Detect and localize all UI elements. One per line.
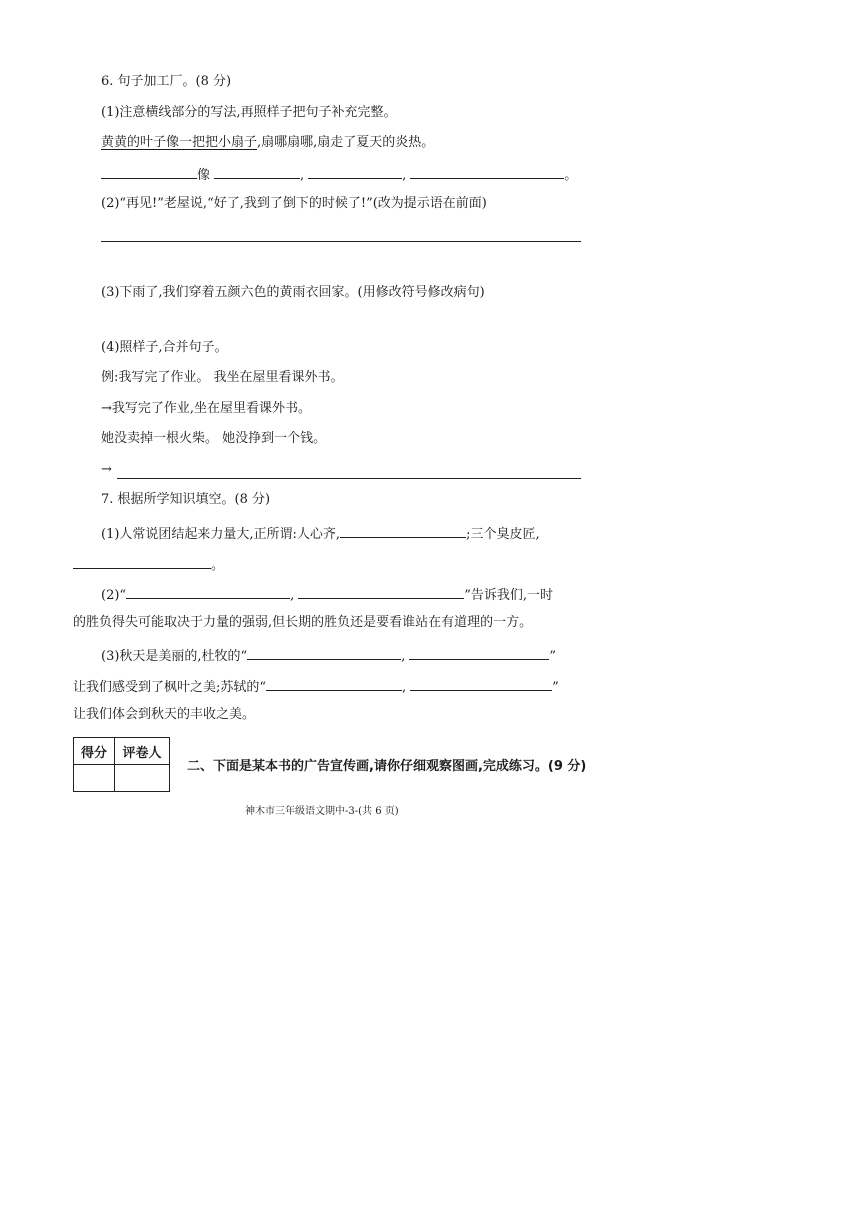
- fill-blank-1[interactable]: [101, 164, 197, 179]
- comma: ,: [300, 168, 305, 183]
- close-quote: ”: [549, 649, 556, 664]
- q6-part4-example-answer: →我写完了作业,坐在屋里看课外书。: [101, 401, 312, 416]
- q6-part4-instruction: (4)照样子,合并句子。: [101, 340, 228, 355]
- q7-part3-text-b: 让我们感受到了枫叶之美;苏轼的“: [73, 680, 267, 695]
- q7-part2-line2: 的胜负得失可能取决于力量的强弱,但长期的胜负还是要看谁站在有道理的一方。: [73, 615, 533, 630]
- q7-part3-line1: [101, 645, 556, 666]
- q6-part1-fill-line: [101, 164, 577, 185]
- q6-part4-example: 例:我写完了作业。 我坐在屋里看课外书。: [101, 370, 344, 385]
- q6-part3: (3)下雨了,我们穿着五颜六色的黄雨衣回家。(用修改符号修改病句): [101, 285, 485, 300]
- q7-part2-open: (2)“: [101, 588, 127, 603]
- q7-blank-6[interactable]: [409, 645, 549, 660]
- page-footer: 神木市三年级语文期中-3-(共 6 页): [245, 806, 399, 817]
- q6-part4-task: 她没卖掉一根火柴。 她没挣到一个钱。: [101, 431, 327, 446]
- q7-part1-text-a: (1)人常说团结起来力量大,正所谓:人心齐,: [101, 527, 341, 542]
- period: 。: [564, 168, 578, 183]
- q7-part1-text-b: ;三个臭皮匠,: [466, 527, 540, 542]
- grader-header: 评卷人: [115, 738, 170, 765]
- arrow: →: [101, 462, 112, 477]
- score-table: [73, 737, 170, 792]
- q7-part1-line1: [101, 523, 540, 544]
- score-header: 得分: [74, 738, 115, 765]
- fill-blank-4[interactable]: [410, 164, 564, 179]
- grader-cell[interactable]: [115, 765, 170, 792]
- q7-part1-line2: [73, 554, 224, 575]
- word-like: 像: [197, 168, 211, 183]
- q7-part2-text: ”告诉我们,一时: [464, 588, 553, 603]
- q7-blank-5[interactable]: [247, 645, 401, 660]
- q7-blank-2[interactable]: [73, 554, 211, 569]
- comma: ,: [402, 680, 407, 695]
- q7-blank-8[interactable]: [410, 676, 552, 691]
- q7-part3-text-a: (3)秋天是美丽的,杜牧的“: [101, 649, 248, 664]
- comma: ,: [402, 168, 407, 183]
- comma: ,: [290, 588, 295, 603]
- example-underlined-part: 黄黄的叶子像一把把小扇子: [101, 135, 258, 150]
- answer-line-part4[interactable]: [117, 478, 581, 479]
- q6-title: 6. 句子加工厂。(8 分): [101, 74, 232, 89]
- fill-blank-3[interactable]: [308, 164, 402, 179]
- q7-blank-3[interactable]: [126, 584, 290, 599]
- score-cell[interactable]: [74, 765, 115, 792]
- q6-part1-instruction: (1)注意横线部分的写法,再照样子把句子补充完整。: [101, 105, 397, 120]
- answer-line-part2[interactable]: [101, 241, 581, 242]
- period: 。: [211, 558, 225, 573]
- q7-part3-line3: 让我们体会到秋天的丰收之美。: [73, 707, 256, 722]
- q7-part3-line2: [73, 676, 559, 697]
- q7-blank-4[interactable]: [298, 584, 464, 599]
- q7-part2-line1: [101, 584, 553, 605]
- fill-blank-2[interactable]: [214, 164, 300, 179]
- q6-part1-example: [101, 134, 434, 152]
- close-quote: ”: [552, 680, 559, 695]
- example-rest: ,扇哪扇哪,扇走了夏天的炎热。: [257, 135, 435, 150]
- q7-blank-1[interactable]: [340, 523, 466, 538]
- q7-title: 7. 根据所学知识填空。(8 分): [101, 492, 271, 507]
- comma: ,: [401, 649, 406, 664]
- q6-part2: (2)“再见!”老屋说,“好了,我到了倒下的时候了!”(改为提示语在前面): [101, 196, 487, 211]
- q7-blank-7[interactable]: [266, 676, 402, 691]
- section-2-heading: 二、下面是某本书的广告宣传画,请你仔细观察图画,完成练习。(9 分): [187, 759, 587, 774]
